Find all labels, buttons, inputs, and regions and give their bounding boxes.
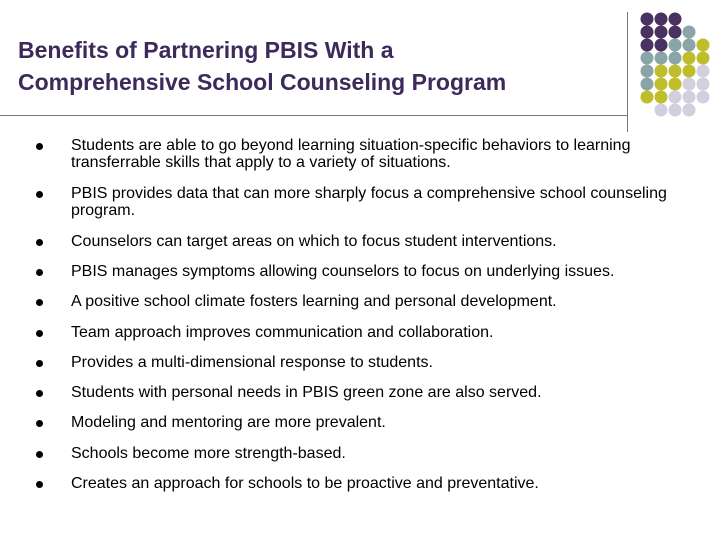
bullet-text: Modeling and mentoring are more prevalent.	[71, 414, 386, 431]
slide-title-line-2: Comprehensive School Counseling Program	[18, 69, 507, 95]
dot-r4-c5	[697, 52, 710, 65]
list-item	[36, 324, 708, 341]
list-item	[36, 263, 708, 280]
dot-r4-c2	[655, 52, 668, 65]
dot-r7-c4	[683, 91, 696, 104]
bullet-text: Creates an approach for schools to be proactive and preventative.	[71, 475, 539, 492]
list-item	[36, 233, 708, 250]
list-item	[36, 185, 708, 219]
bullet-marker	[36, 299, 43, 306]
bullet-marker	[36, 481, 43, 488]
bullet-text: Students with personal needs in PBIS green zone are also served.	[71, 384, 542, 401]
dot-r5-c2	[655, 65, 668, 78]
dot-r3-c5	[697, 39, 710, 52]
dot-r1-c2	[655, 13, 668, 26]
dot-r7-c1	[641, 91, 654, 104]
dot-r7-c2	[655, 91, 668, 104]
dot-r4-c1	[641, 52, 654, 65]
dot-r3-c1	[641, 39, 654, 52]
list-item	[36, 293, 708, 310]
dot-r1-c3	[669, 13, 682, 26]
bullet-marker	[36, 420, 43, 427]
dot-r6-c2	[655, 78, 668, 91]
list-item	[36, 445, 708, 462]
bullet-marker	[36, 269, 43, 276]
bullet-text: Team approach improves communication and collaboration.	[71, 324, 494, 341]
dot-r3-c2	[655, 39, 668, 52]
list-item	[36, 475, 708, 492]
dot-r5-c4	[683, 65, 696, 78]
dot-r6-c1	[641, 78, 654, 91]
bullet-marker	[36, 451, 43, 458]
dot-r2-c2	[655, 26, 668, 39]
dot-r8-c4	[683, 104, 696, 117]
dot-r2-c1	[641, 26, 654, 39]
dot-r6-c3	[669, 78, 682, 91]
bullet-text: A positive school climate fosters learning and personal development.	[71, 293, 557, 310]
list-item	[36, 414, 708, 431]
bullet-text: PBIS manages symptoms allowing counselors to focus on underlying issues.	[71, 263, 615, 280]
dot-r7-c5	[697, 91, 710, 104]
bullet-marker	[36, 360, 43, 367]
dot-r3-c3	[669, 39, 682, 52]
slide-title-line-1: Benefits of Partnering PBIS With a	[18, 37, 394, 63]
dot-r4-c4	[683, 52, 696, 65]
dot-r5-c1	[641, 65, 654, 78]
list-item	[36, 384, 708, 401]
bullet-text: Provides a multi-dimensional response to students.	[71, 354, 433, 371]
bullet-marker	[36, 330, 43, 337]
dot-r1-c1	[641, 13, 654, 26]
title-divider-horizontal	[0, 115, 628, 116]
dot-r3-c4	[683, 39, 696, 52]
dot-r8-c3	[669, 104, 682, 117]
bullet-marker	[36, 143, 43, 150]
list-item	[36, 137, 708, 171]
bullet-marker	[36, 239, 43, 246]
dot-r8-c2	[655, 104, 668, 117]
dot-r7-c3	[669, 91, 682, 104]
dot-r5-c5	[697, 65, 710, 78]
bullet-marker	[36, 191, 43, 198]
bullet-text: Schools become more strength-based.	[71, 445, 346, 462]
dot-r4-c3	[669, 52, 682, 65]
bullet-text: Counselors can target areas on which to focus student interventions.	[71, 233, 557, 250]
dot-r2-c4	[683, 26, 696, 39]
dot-r6-c4	[683, 78, 696, 91]
title-divider-vertical	[627, 12, 628, 132]
list-item	[36, 354, 708, 371]
slide-title	[18, 34, 618, 98]
bullet-marker	[36, 390, 43, 397]
bullet-text: PBIS provides data that can more sharply focus a comprehensive school counseling program.	[71, 185, 667, 219]
bullet-text: Students are able to go beyond learning situation-specific behaviors to learning transferrable skills that apply to a variety of situations.	[71, 137, 631, 171]
dot-r6-c5	[697, 78, 710, 91]
dot-r2-c3	[669, 26, 682, 39]
dot-r5-c3	[669, 65, 682, 78]
